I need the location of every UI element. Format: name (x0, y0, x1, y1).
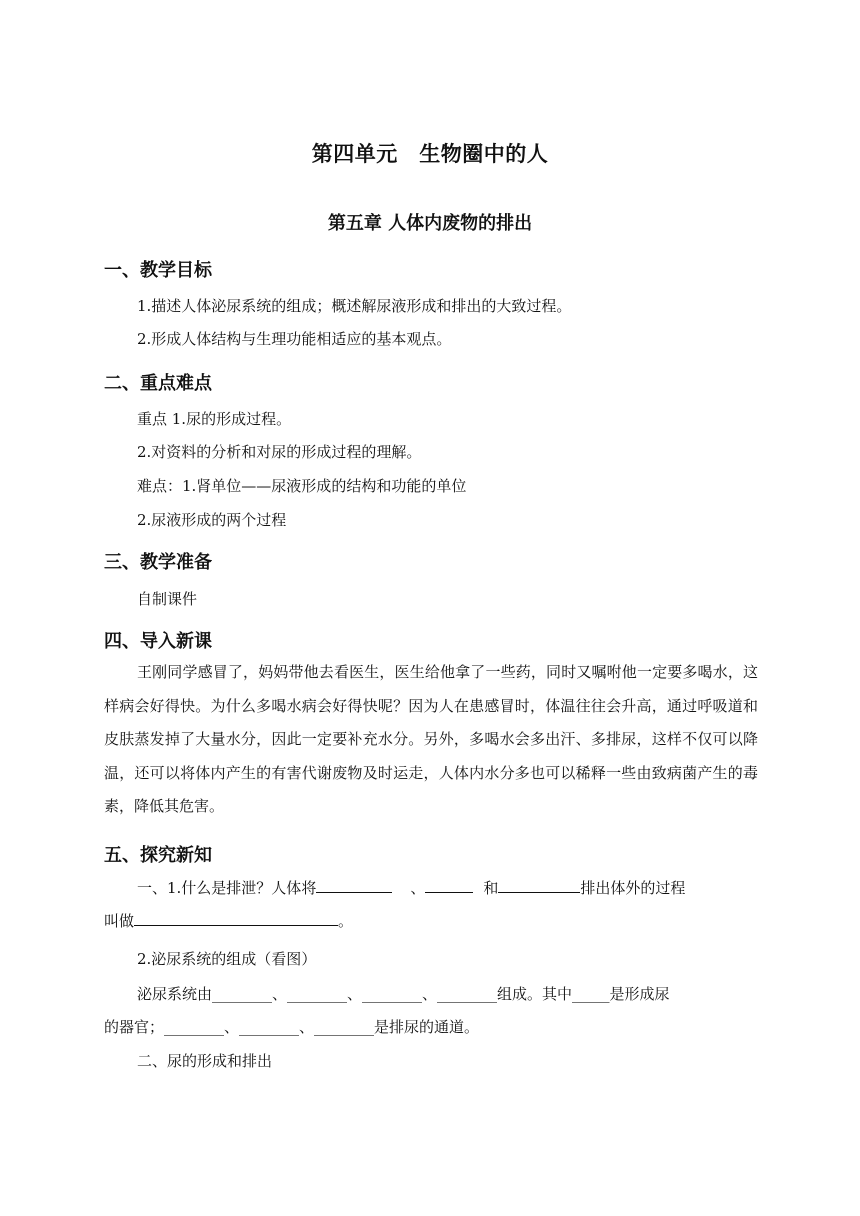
question-1-line-2 (104, 909, 353, 931)
question-2-line: 2.泌尿系统的组成（看图） (137, 950, 317, 968)
key-point-line-3: 难点：1.肾单位——尿液形成的结构和功能的单位 (137, 477, 467, 495)
question-1-text-a: 一、1.什么是排泄？人体将 (137, 879, 317, 897)
section-heading-introduction: 四、导入新课 (104, 631, 212, 652)
key-point-line-2: 2.对资料的分析和对尿的形成过程的理解。 (137, 443, 422, 461)
question-1-end: 。 (338, 912, 354, 930)
key-point-line-4: 2.尿液形成的两个过程 (137, 511, 287, 529)
objective-line-2: 2.形成人体结构与生理功能相适应的基本观点。 (137, 330, 452, 348)
question-1-sep-1: 、 (410, 879, 426, 897)
question-3-line-1: 泌尿系统由________、________、________、________组成。其中_____是形成尿 (137, 985, 670, 1003)
section-heading-explore: 五、探究新知 (104, 845, 212, 866)
blank-field[interactable] (316, 876, 392, 893)
blank-field[interactable] (498, 876, 580, 893)
key-point-line-1: 重点 1.尿的形成过程。 (137, 410, 292, 428)
blank-field[interactable] (134, 909, 338, 926)
objective-line-1: 1.描述人体泌尿系统的组成；概述解尿液形成和排出的大致过程。 (137, 297, 572, 315)
question-1-sep-2: 和 (483, 879, 499, 897)
chapter-title: 第五章 人体内废物的排出 (327, 213, 533, 234)
section-heading-preparation: 三、教学准备 (104, 552, 212, 573)
question-1-text-c: 叫做 (104, 912, 135, 930)
question-1-text-b: 排出体外的过程 (580, 879, 686, 897)
question-4-line: 二、尿的形成和排出 (137, 1052, 273, 1070)
question-1-line-1 (137, 876, 685, 898)
section-heading-key-points: 二、重点难点 (104, 373, 212, 394)
blank-field[interactable] (425, 876, 473, 893)
section-heading-objectives: 一、教学目标 (104, 260, 212, 281)
unit-title: 第四单元 生物圈中的人 (311, 142, 549, 166)
question-3-line-2: 的器官；________、________、________是排尿的通道。 (104, 1018, 480, 1036)
introduction-paragraph: 王刚同学感冒了，妈妈带他去看医生，医生给他拿了一些药，同时又嘱咐他一定要多喝水，这样病会好得快。为什么多喝水病会好得快呢？因为人在患感冒时，体温往往会升高，通过呼吸道和皮肤蒸发掉了大量水分，因此一定要补充水分。另外，多喝水会多出汗、多排尿，这样不仅可以降温，还可以将体内产生的有害代谢废物及时运走，人体内水分多也可以稀释一些由致病菌产生的毒素，降低其危害。 (104, 663, 758, 815)
preparation-line: 自制课件 (137, 590, 198, 608)
